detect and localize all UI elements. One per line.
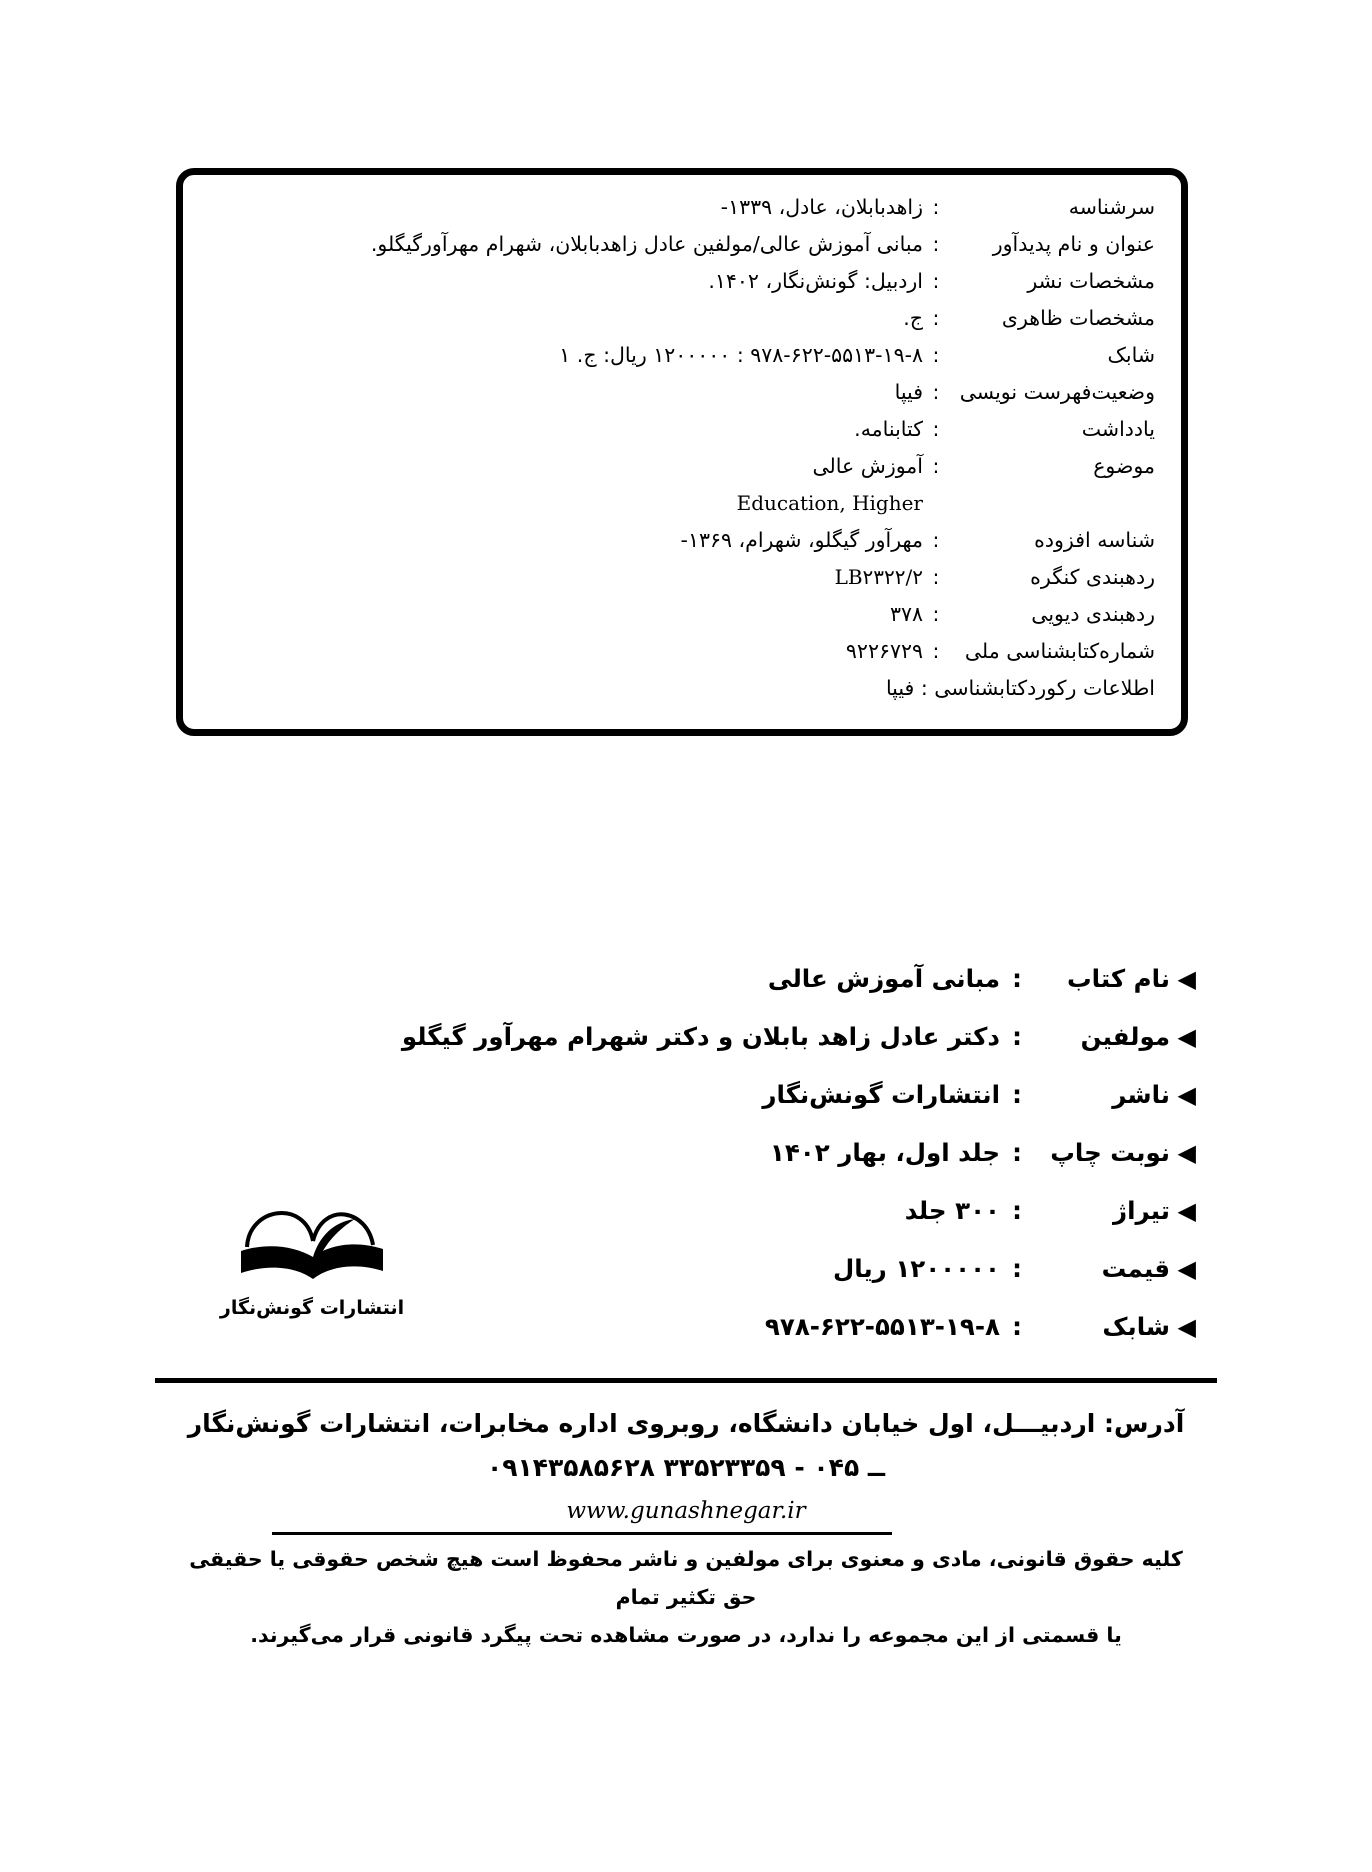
meta-key-price: قیمت: [1101, 1254, 1170, 1283]
bullet-triangle-icon: ◀: [1177, 1197, 1196, 1225]
cip-label: موضوع: [1093, 454, 1155, 478]
cip-row: [209, 226, 1155, 263]
cip-row-record-info: [209, 670, 1155, 707]
cip-rows: [183, 175, 1181, 729]
cip-catalog-box: [176, 168, 1188, 736]
cip-value-lcc: LB۲۳۲۲/۲: [834, 565, 923, 589]
cip-colon: :: [932, 195, 940, 219]
meta-key-edition: نوبت چاپ: [1050, 1138, 1170, 1167]
website-link[interactable]: www.gunashnegar.ir: [566, 1498, 806, 1524]
open-book-sunrise-logo-icon: [227, 1185, 397, 1295]
cip-value: کتابنامه.: [854, 417, 923, 441]
address-line: آدرس: اردبیـــل، اول خیابان دانشگاه، روبروی اداره مخابرات، انتشارات گونش‌نگار: [187, 1409, 1185, 1438]
bullet-triangle-icon: ◀: [1177, 1139, 1196, 1167]
meta-row-publisher: [184, 1066, 1196, 1124]
cip-value-english: Education, Higher: [736, 491, 923, 515]
cip-colon: :: [932, 528, 940, 552]
cip-row: [209, 559, 1155, 596]
cip-label: ردهبندی کنگره: [1030, 565, 1155, 589]
meta-separator: :: [1012, 1022, 1022, 1051]
cip-label: وضعیت‌فهرست نویسی: [959, 380, 1155, 404]
meta-separator: :: [1012, 964, 1022, 993]
cip-row: [209, 633, 1155, 670]
meta-value-isbn: ۹۷۸-۶۲۲-۵۵۱۳-۱۹-۸: [764, 1312, 1000, 1341]
meta-value-edition: جلد اول، بهار ۱۴۰۲: [769, 1138, 1000, 1167]
bullet-triangle-icon: ◀: [1177, 1255, 1196, 1283]
legal-line-2: یا قسمتی از این مجموعه را ندارد، در صورت مشاهده تحت پیگرد قانونی قرار می‌گیرند.: [250, 1623, 1122, 1647]
meta-separator: :: [1012, 1080, 1022, 1109]
cip-value: ج.: [903, 306, 923, 330]
cip-value: ۹۷۸-۶۲۲-۵۵۱۳-۱۹-۸ : ۱۲۰۰۰۰۰ ریال: ج. ۱: [559, 343, 923, 367]
meta-row-authors: [184, 1008, 1196, 1066]
cip-value: زاهدبابلان، عادل، ۱۳۳۹-: [720, 195, 923, 219]
cip-row-subject-english: [209, 485, 1155, 522]
cip-label: شناسه افزوده: [1034, 528, 1155, 552]
publisher-logo-caption: انتشارات گونش‌نگار: [219, 1297, 405, 1319]
bullet-triangle-icon: ◀: [1177, 1313, 1196, 1341]
cip-colon: :: [932, 602, 940, 626]
cip-value: ۳۷۸: [889, 602, 923, 626]
cip-label: مشخصات نشر: [1027, 269, 1155, 293]
cip-label: مشخصات ظاهری: [1001, 306, 1155, 330]
cip-value: فیپا: [894, 380, 923, 404]
cip-colon: :: [932, 306, 940, 330]
cip-label: سرشناسه: [1068, 195, 1155, 219]
cip-row: [209, 411, 1155, 448]
meta-key-title: نام کتاب: [1067, 964, 1170, 993]
cip-row: [209, 189, 1155, 226]
meta-value-print-run: ۳۰۰ جلد: [904, 1196, 1000, 1225]
meta-separator: :: [1012, 1138, 1022, 1167]
meta-separator: :: [1012, 1254, 1022, 1283]
cip-row: [209, 374, 1155, 411]
cip-value: مبانی آموزش عالی/مولفین عادل زاهدبابلان، شهرام مهرآورگیگلو.: [370, 232, 923, 256]
cip-row: [209, 337, 1155, 374]
cip-colon: :: [932, 417, 940, 441]
cip-row: [209, 300, 1155, 337]
cip-colon: :: [932, 565, 940, 589]
divider-thin-bottom: [272, 1532, 892, 1535]
meta-value-price: ۱۲۰۰۰۰۰ ریال: [833, 1254, 1000, 1283]
phone-line: ۰۹۱۴۳۵۸۵۶۲۸ ــ ۰۴۵ - ۳۳۵۲۳۳۵۹: [486, 1453, 885, 1482]
meta-key-authors: مولفین: [1080, 1022, 1170, 1051]
legal-notice: [175, 1540, 1197, 1654]
cip-colon: :: [932, 232, 940, 256]
divider-thick-top: [155, 1378, 1217, 1383]
meta-row-edition: [184, 1124, 1196, 1182]
cip-label: ردهبندی دیویی: [1031, 602, 1155, 626]
cip-row: [209, 596, 1155, 633]
cip-colon: :: [932, 639, 940, 663]
publisher-logo: [212, 1185, 412, 1335]
cip-label-record-info: اطلاعات رکوردکتابشناسی : فیپا: [885, 676, 1155, 700]
cip-colon: :: [932, 380, 940, 404]
cip-row: [209, 522, 1155, 559]
meta-value-title: مبانی آموزش عالی: [767, 964, 1000, 993]
address-block: [155, 1402, 1217, 1532]
cip-colon: :: [932, 454, 940, 478]
cip-value: مهرآور گیگلو، شهرام، ۱۳۶۹-: [680, 528, 923, 552]
cip-row: [209, 263, 1155, 300]
cip-label: شابک: [1107, 343, 1155, 367]
legal-line-1: کلیه حقوق قانونی، مادی و معنوی برای مولفین و ناشر محفوظ است هیچ شخص حقوقی یا حقیقی حق تکثیر تمام: [189, 1547, 1183, 1609]
meta-value-publisher: انتشارات گونش‌نگار: [762, 1080, 1000, 1109]
meta-value-authors: دکتر عادل زاهد بابلان و دکتر شهرام مهرآور گیگلو: [401, 1022, 1000, 1051]
meta-key-publisher: ناشر: [1112, 1080, 1170, 1109]
bullet-triangle-icon: ◀: [1177, 1081, 1196, 1109]
meta-row-title: [184, 950, 1196, 1008]
cip-label: عنوان و نام پدیدآور: [992, 232, 1155, 256]
meta-separator: :: [1012, 1312, 1022, 1341]
cip-row: [209, 448, 1155, 485]
meta-key-isbn: شابک: [1102, 1312, 1170, 1341]
meta-key-print-run: تیراژ: [1113, 1196, 1170, 1225]
bullet-triangle-icon: ◀: [1177, 1023, 1196, 1051]
meta-separator: :: [1012, 1196, 1022, 1225]
cip-colon: :: [932, 269, 940, 293]
cip-value: اردبیل: گونش‌نگار، ۱۴۰۲.: [708, 269, 923, 293]
cip-label: یادداشت: [1081, 417, 1155, 441]
cip-value: آموزش عالی: [812, 454, 923, 478]
cip-value: ۹۲۲۶۷۲۹: [845, 639, 923, 663]
bullet-triangle-icon: ◀: [1177, 965, 1196, 993]
cip-colon: :: [932, 343, 940, 367]
cip-label: شماره‌کتابشناسی ملی: [964, 639, 1155, 663]
